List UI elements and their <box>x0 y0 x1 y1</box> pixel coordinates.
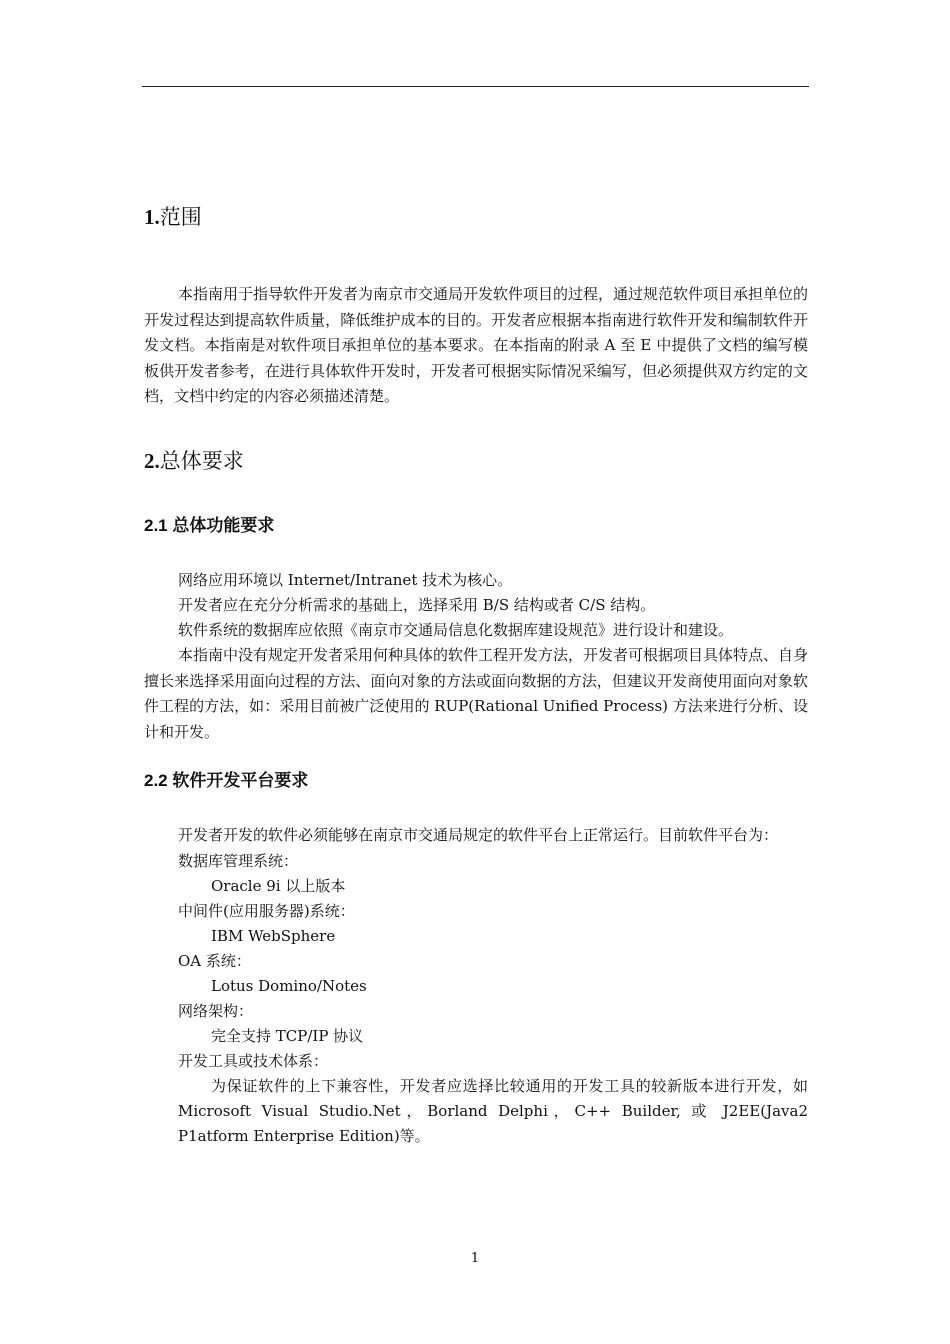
section-2-number: 2. <box>144 448 160 473</box>
network-label: 网络架构： <box>178 1001 254 1020</box>
page-number: 1 <box>470 1251 480 1266</box>
section-2-title: 总体要求 <box>159 448 244 473</box>
section-2-1-line-2: 开发者应在充分分析需求的基础上，选择采用 B/S 结构或者 C/S 结构。 <box>178 595 656 614</box>
section-2-1-line-3: 软件系统的数据库应依照《南京市交通局信息化数据库建设规范》进行设计和建设。 <box>178 620 734 639</box>
network-value: 完全支持 TCP/IP 协议 <box>211 1026 364 1045</box>
db-value: Oracle 9i 以上版本 <box>211 876 346 895</box>
tools-label: 开发工具或技术体系： <box>178 1051 329 1070</box>
tools-value: 为保证软件的上下兼容性，开发者应选择比较通用的开发工具的较新版本进行开发，如 Microsoft Visual Studio.Net，Borland Delphi，C++ Builder, 或 J2EE(Java2 P1atform Enterprise Edition)等。 <box>178 1076 808 1145</box>
section-2-1-heading: 2.1 总体功能要求 <box>144 515 275 535</box>
section-1-paragraph: 本指南用于指导软件开发者为南京市交通局开发软件项目的过程，通过规范软件项目承担单位的开发过程达到提高软件质量，降低维护成本的目的。开发者应根据本指南进行软件开发和编制软件开发文档。本指南是对软件项目承担单位的基本要求。在本指南的附录 A 至 E 中提供了文档的编写模板供开发者参考，在进行具体软件开发时，开发者可根据实际情况采编写，但必须提供双方约定的文档，文档中约定的内容必须描述清楚。 <box>144 285 809 406</box>
middleware-value: IBM WebSphere <box>211 926 336 945</box>
section-2-heading <box>144 444 808 478</box>
middleware-label: 中间件(应用服务器)系统： <box>178 901 355 920</box>
oa-label: OA 系统： <box>178 951 251 970</box>
section-2-2-intro: 开发者开发的软件必须能够在南京市交通局规定的软件平台上正常运行。目前软件平台为： <box>178 826 779 845</box>
page-content <box>144 200 808 1149</box>
section-1-number: 1. <box>144 205 160 229</box>
db-label: 数据库管理系统： <box>178 851 299 870</box>
section-2-2-heading: 2.2 软件开发平台要求 <box>144 771 309 791</box>
section-2-1-paragraph: 本指南中没有规定开发者采用何种具体的软件工程开发方法，开发者可根据项目具体特点、自身擅长来选择采用面向过程的方法、面向对象的方法或面向数据的方法，但建议开发商使用面向对象软件工程的方法，如：采用目前被广泛使用的 RUP(Rational Unified Process) 方法来进行分析、设计和开发。 <box>144 645 809 741</box>
section-2-1-line-1: 网络应用环境以 Internet/Intranet 技术为核心。 <box>178 570 513 589</box>
section-1-title: 范围 <box>159 205 202 229</box>
header-rule <box>142 86 809 87</box>
section-1-heading <box>144 200 808 234</box>
oa-value: Lotus Domino/Notes <box>211 976 367 995</box>
